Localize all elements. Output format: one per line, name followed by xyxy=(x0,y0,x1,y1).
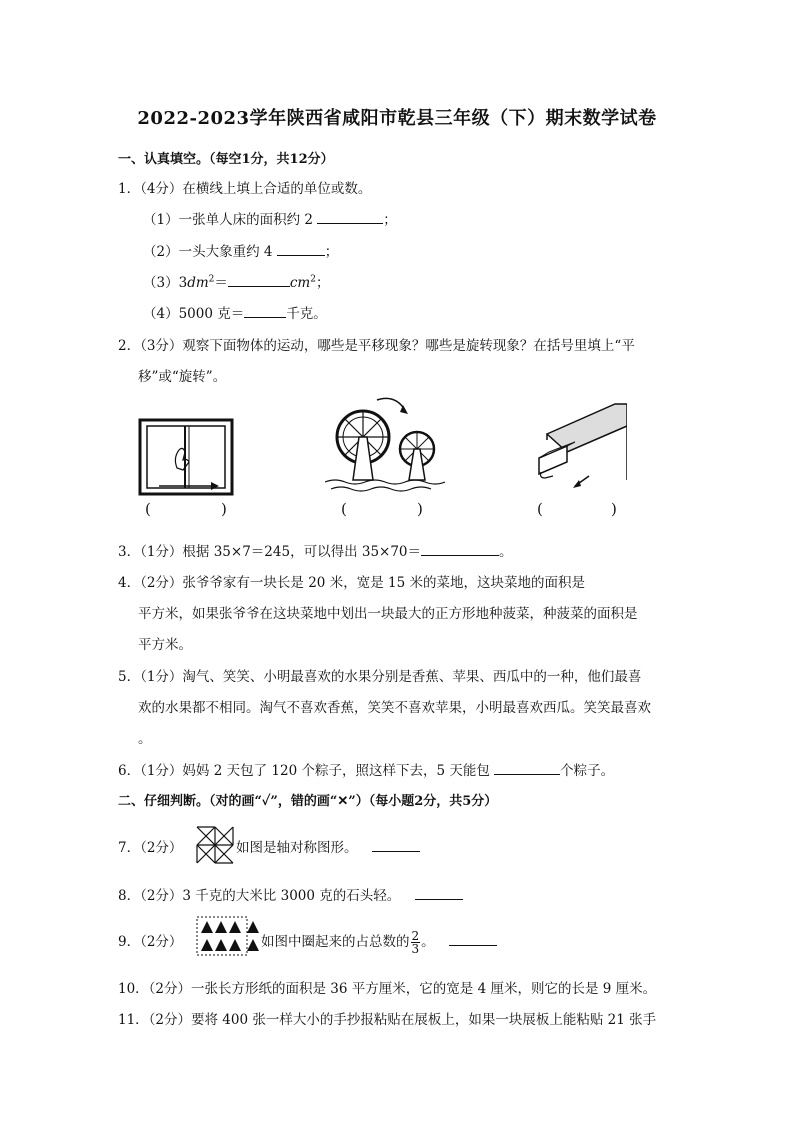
q7-number: 7．（2分） xyxy=(118,840,183,856)
q1-sub1-end: ； xyxy=(383,212,397,228)
q3-text: 3．（1分）根据 35×7＝245，可以得出 35×70＝ xyxy=(118,544,422,560)
unit-dm: dm xyxy=(187,275,209,291)
sliding-window-picture xyxy=(137,418,237,498)
q9-number: 9．（2分） xyxy=(118,934,183,950)
answer-blank[interactable] xyxy=(228,272,290,287)
q3 xyxy=(118,540,513,560)
q1-sub4-end: 千克。 xyxy=(286,306,327,322)
motion-pictures xyxy=(137,392,627,522)
q9-end: 。 xyxy=(421,934,435,950)
drawer-picture xyxy=(537,394,627,494)
answer-blank[interactable] xyxy=(372,837,420,852)
answer-blank[interactable] xyxy=(277,241,325,256)
answer-paren-1-close: ) xyxy=(221,500,227,518)
q1-sub3: $(3)3dm^2= cm^2$； xyxy=(143,271,329,291)
q7 xyxy=(118,836,182,856)
ferris-wheel-picture xyxy=(325,392,445,497)
q9-statement xyxy=(261,930,497,955)
answer-blank[interactable] xyxy=(244,303,286,318)
q8 xyxy=(118,884,463,904)
q6-end: 个粽子。 xyxy=(560,763,615,779)
pinwheel-figure xyxy=(196,826,234,864)
q10: 10．（2分）一张长方形纸的面积是 36 平方厘米，它的宽是 4 厘米，则它的长是 9 厘米。 xyxy=(118,981,657,997)
q1-sub1-text: （1）一张单人床的面积约 2 xyxy=(143,212,313,228)
q9-text: 如图中圈起来的占总数的 xyxy=(261,934,410,950)
q8-text: 8．（2分）3 千克的大米比 3000 克的石头轻。 xyxy=(118,888,401,904)
q1-sub4 xyxy=(143,302,327,322)
q5-line3: 。 xyxy=(138,731,152,747)
fraction-denominator: 3 xyxy=(411,942,420,956)
answer-paren-2-open: ( xyxy=(341,500,347,518)
page-title: 2022-2023学年陕西省咸阳市乾县三年级（下）期末数学试卷 xyxy=(137,108,657,129)
q6-text: 6．（1分）妈妈 2 天包了 120 个粽子，照这样下去，5 天能包 xyxy=(118,763,495,779)
q2-line2: 移”或“旋转”。 xyxy=(138,369,227,385)
answer-blank[interactable] xyxy=(449,931,497,946)
equals-sign: ＝ xyxy=(214,275,228,291)
answer-blank[interactable] xyxy=(421,541,499,556)
q11: 11．（2分）要将 400 张一样大小的手抄报粘贴在展板上，如果一块展板上能粘贴 21 张手 xyxy=(118,1012,657,1028)
unit-cm: cm xyxy=(289,275,311,291)
q7-text: 如图是轴对称图形。 xyxy=(236,840,358,856)
answer-paren-3-open: ( xyxy=(537,500,543,518)
answer-paren-3-close: ) xyxy=(611,500,617,518)
q6 xyxy=(118,759,614,779)
answer-blank[interactable] xyxy=(415,885,463,900)
fraction xyxy=(411,930,421,955)
q4-line3: 平方米。 xyxy=(138,637,192,653)
q1-sub3-text: （3）3 xyxy=(143,275,188,291)
q1-sub3-end: ； xyxy=(315,275,330,291)
q4-line2: 平方米，如果张爷爷在这块菜地中划出一块最大的正方形地种菠菜，种菠菜的面积是 xyxy=(138,606,638,622)
triangles-figure xyxy=(195,915,261,957)
section-2-heading: 二、仔细判断。（对的画“✓”，错的画“✕”）（每小题2分，共5分） xyxy=(118,794,498,809)
q1-sub2-text: （2）一头大象重约 4 xyxy=(143,244,273,260)
q4-line1: 4．（2分）张爷爷家有一块长是 20 米，宽是 15 米的菜地，这块菜地的面积是 xyxy=(118,575,585,591)
q1-stem: 1．（4分）在横线上填上合适的单位或数。 xyxy=(118,181,372,197)
answer-blank[interactable] xyxy=(317,209,383,224)
answer-paren-1-open: ( xyxy=(145,500,151,518)
fraction-numerator: 2 xyxy=(411,929,420,943)
q3-end: 。 xyxy=(499,544,513,560)
q1-sub2 xyxy=(143,240,338,260)
answer-blank[interactable] xyxy=(494,760,560,775)
q1-sub1 xyxy=(143,208,397,228)
q5-line2: 欢的水果都不相同。淘气不喜欢香蕉，笑笑不喜欢苹果，小明最喜欢西瓜。笑笑最喜欢 xyxy=(138,700,651,716)
section-1-heading: 一、认真填空。（每空1分，共12分） xyxy=(118,152,334,167)
q7-statement xyxy=(236,836,420,856)
q1-sub4-text: （4）5000 克＝ xyxy=(143,306,245,322)
answer-paren-2-close: ) xyxy=(417,500,423,518)
q2-line1: 2．（3分）观察下面物体的运动，哪些是平移现象？哪些是旋转现象？在括号里填上“平 xyxy=(118,338,635,354)
q5-line1: 5．（1分）淘气、笑笑、小明最喜欢的水果分别是香蕉、苹果、西瓜中的一种，他们最喜 xyxy=(118,669,642,685)
q1-sub2-end: ； xyxy=(324,244,339,260)
